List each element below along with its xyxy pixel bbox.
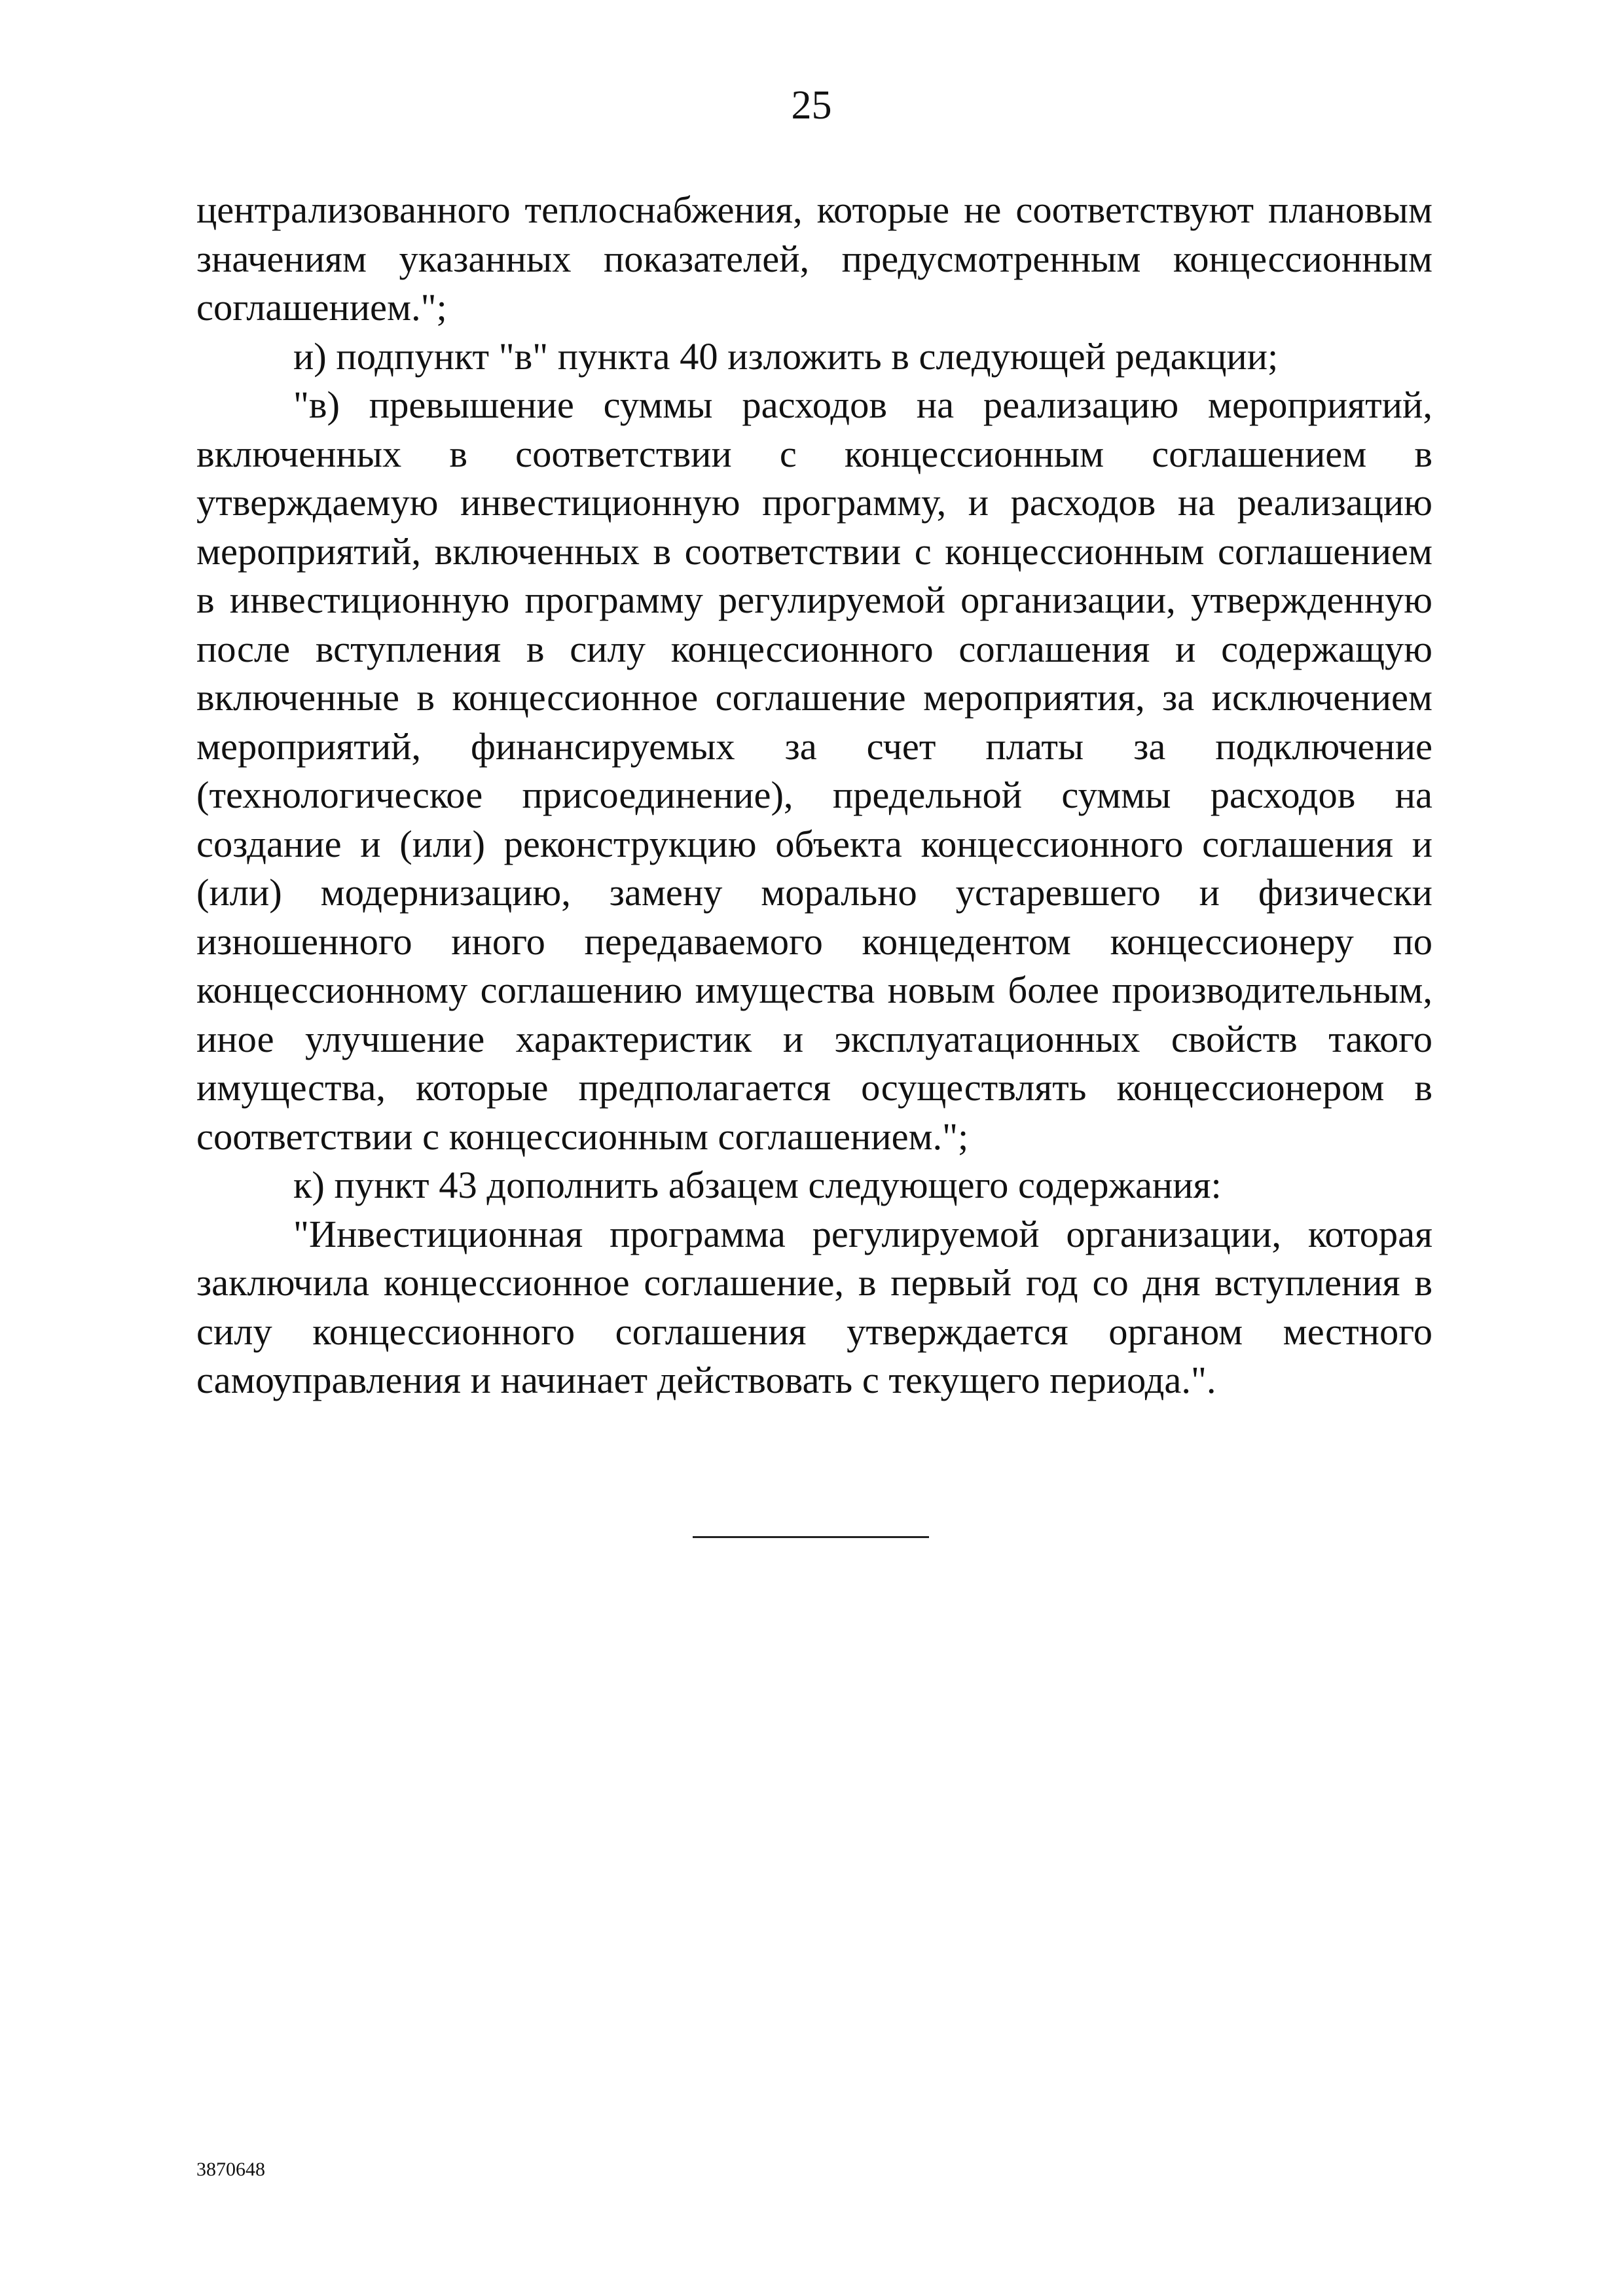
end-separator-line bbox=[693, 1536, 929, 1538]
document-body bbox=[196, 186, 1432, 1405]
document-code: 3870648 bbox=[196, 2159, 265, 2180]
page-number: 25 bbox=[791, 83, 832, 128]
paragraph-item-i: и) подпункт "в" пункта 40 изложить в следующей редакции; bbox=[293, 334, 1279, 378]
paragraph-continuation: централизованного теплоснабжения, которые не соответствуют плановым значениям указанных показателей, предусмотренным концессионным соглашением."; bbox=[196, 188, 1432, 329]
paragraph-subitem-v: "в) превышение суммы расходов на реализацию мероприятий, включенных в соответствии с концессионным соглашением в утверждаемую инвестиционную программу, и расходов на реализацию мероприятий, включенных в соответствии с концессионным соглашением в инвестиционную программу регулируемой организации, утвержденную после вступления в силу концессионного соглашения и содержащую включенные в концессионное соглашение мероприятия, за исключением мероприятий, финансируемых за счет платы за подключение (технологическое присоединение), предельной суммы расходов на создание и (или) реконструкцию объекта концессионного соглашения и (или) модернизацию, замену морально устаревшего и физически изношенного иного передаваемого концедентом концессионеру по концессионному соглашению имущества новым более производительным, иное улучшение характеристик и эксплуатационных свойств такого имущества, которые предполагается осуществлять концессионером в соответствии с концессионным соглашением."; bbox=[196, 384, 1432, 1158]
paragraph-investment-program: "Инвестиционная программа регулируемой организации, которая заключила концессионное соглашение, в первый год со дня вступления в силу концессионного соглашения утверждается органом местного самоуправления и начинает действовать с текущего периода.". bbox=[196, 1212, 1432, 1401]
paragraph-item-k: к) пункт 43 дополнить абзацем следующего содержания: bbox=[293, 1164, 1222, 1206]
